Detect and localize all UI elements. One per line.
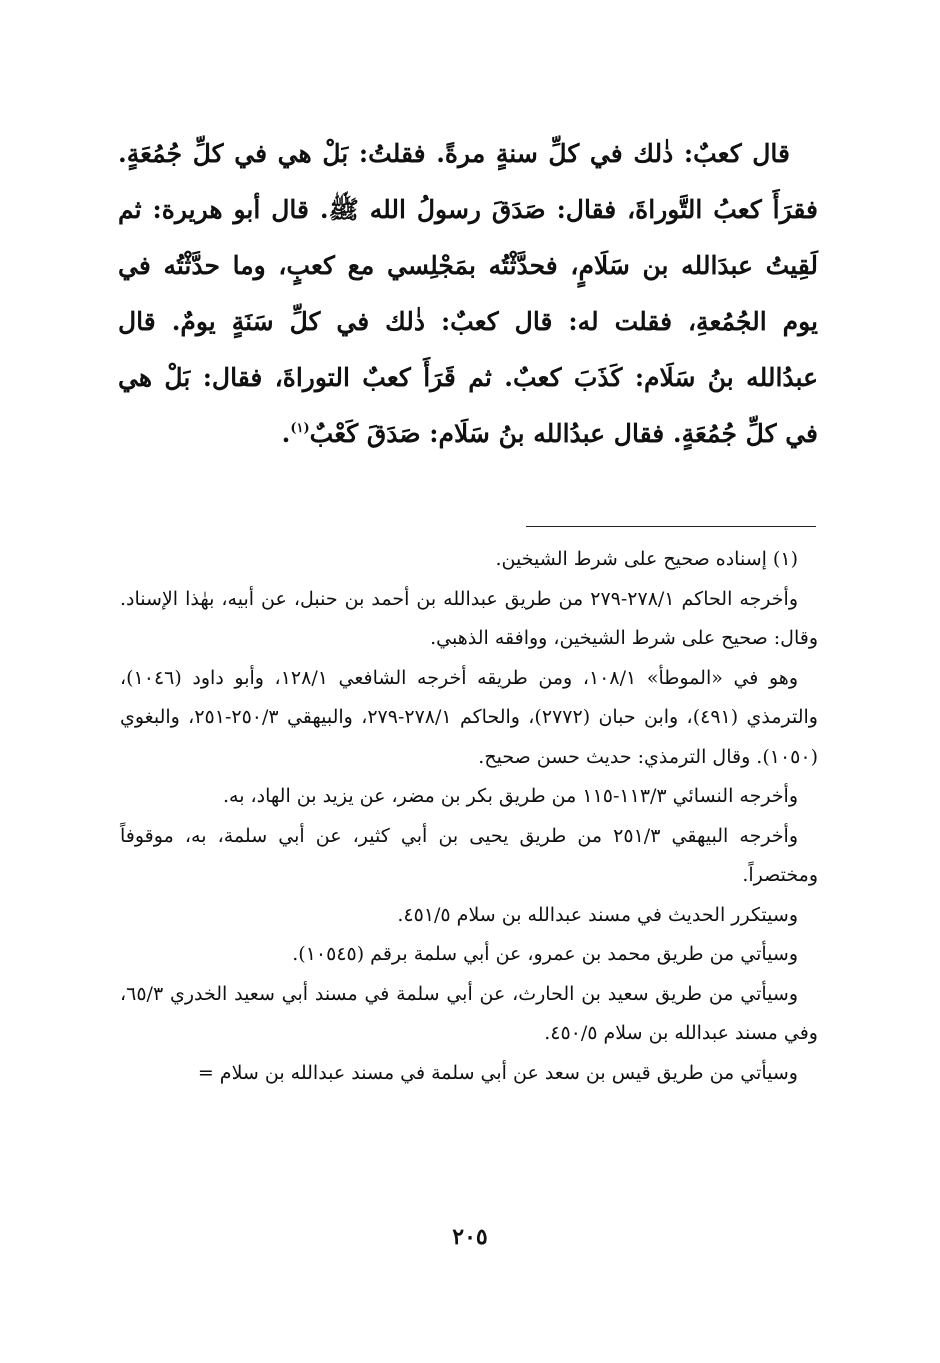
footnote-line: وهو في «الموطأ» ١٠٨/١، ومن طريقه أخرجه الشافعي ١٢٨/١، وأبو داود (١٠٤٦)، والترمذي (٤٩١)، وابن حبان (٢٧٧٢)، والحاكم ٢٧٨/١-٢٧٩، والبيهقي ٢٥٠/٣-٢٥١، والبغوي (١٠٥٠). وقال الترمذي: حديث حسن صحيح. (120, 666, 818, 768)
page-number: ٢٠٥ (452, 1224, 488, 1250)
main-text-block (118, 126, 818, 462)
footnote-line: وأخرجه البيهقي ٢٥١/٣ من طريق يحيى بن أبي كثير، عن أبي سلمة، به، موقوفاً ومختصراً. (120, 824, 818, 886)
footnote-separator (526, 526, 816, 527)
footnote-line: وسيأتي من طريق محمد بن عمرو، عن أبي سلمة برقم (١٠٥٤٥). (292, 943, 798, 965)
footnote-line: وأخرجه الحاكم ٢٧٨/١-٢٧٩ من طريق عبدالله بن أحمد بن حنبل، عن أبيه، بهٰذا الإسناد. وقال: صحيح على شرط الشيخين، ووافقه الذهبي. (120, 587, 818, 649)
footnote-line: وأخرجه النسائي ١١٣/٣-١١٥ من طريق بكر بن مضر، عن يزيد بن الهاد، به. (222, 785, 798, 807)
footnote-line: (١) إسناده صحيح على شرط الشيخين. (495, 548, 798, 570)
footnote-line: وسيأتي من طريق قيس بن سعد عن أبي سلمة في مسند عبدالله بن سلام = (197, 1061, 798, 1084)
footnote-line: وسيتكرر الحديث في مسند عبدالله بن سلام ٤٥١/٥. (397, 903, 798, 926)
hadith-paragraph (118, 126, 818, 462)
footnote-reference: (١) (290, 421, 310, 436)
footnote-line: وسيأتي من طريق سعيد بن الحارث، عن أبي سلمة في مسند أبي سعيد الخدري ٦٥/٣، وفي مسند عبدالله بن سلام ٤٥٠/٥. (120, 982, 818, 1044)
hadith-end-period: . (281, 419, 291, 448)
hadith-text: قال كعبٌ: ذٰلك في كلِّ سنةٍ مرةً. فقلتُ: بَلْ هي في كلِّ جُمُعَةٍ. فقرَأَ كعبُ التَّوراةَ، فقال: صَدَقَ رسولُ الله ﷺ. قال أبو هريرة: ثم لَقِيتُ عبدَالله بن سَلَامٍ، فحدَّثْتُه بمَجْلِسي مع كعبٍ، وما حدَّثْتُه في يوم الجُمُعةِ، فقلت له: قال كعبٌ: ذٰلك في كلِّ سَنَةٍ يومٌ. قال عبدُالله بنُ سَلَام: كَذَبَ كعبٌ. ثم قَرَأَ كعبٌ التوراةَ، فقال: بَلْ هي في كلِّ جُمُعَةٍ. فقال عبدُالله بنُ سَلَام: صَدَقَ كَعْبٌ (118, 139, 818, 448)
footnotes-block (120, 540, 818, 1093)
